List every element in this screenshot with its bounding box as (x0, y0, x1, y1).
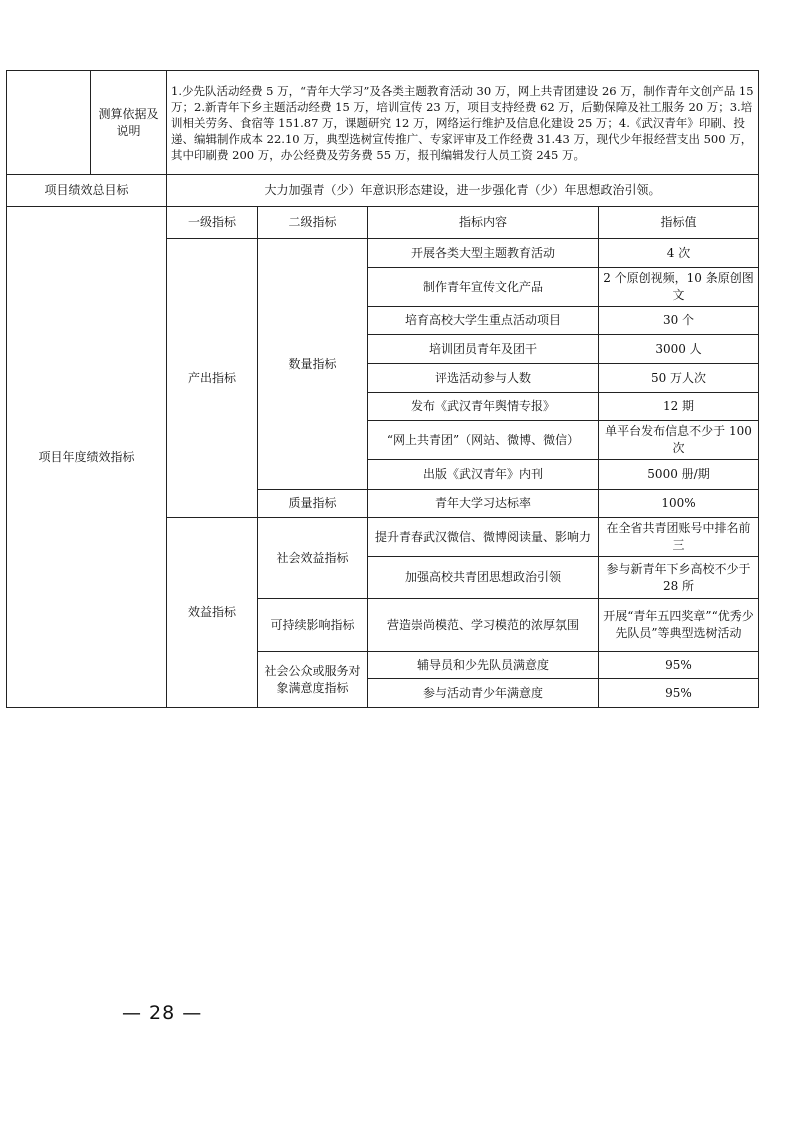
indicator-content: 加强高校共青团思想政治引领 (368, 557, 599, 599)
quantity-label: 数量指标 (258, 239, 368, 490)
indicator-value: 在全省共青团账号中排名前三 (599, 518, 759, 557)
indicator-value: 50 万人次 (599, 364, 759, 393)
indicator-value: 2 个原创视频，10 条原创图文 (599, 268, 759, 307)
header-level2: 二级指标 (258, 207, 368, 239)
basis-label: 测算依据及说明 (91, 71, 167, 175)
indicator-value: 12 期 (599, 393, 759, 421)
indicator-content: 发布《武汉青年舆情专报》 (368, 393, 599, 421)
indicator-content: “网上共青团”（网站、微博、微信） (368, 421, 599, 460)
overall-row (7, 175, 759, 207)
header-row (7, 207, 759, 239)
overall-text: 大力加强青（少）年意识形态建设，进一步强化青（少）年思想政治引领。 (167, 175, 759, 207)
indicator-value: 单平台发布信息不少于 100 次 (599, 421, 759, 460)
indicator-content: 开展各类大型主题教育活动 (368, 239, 599, 268)
indicator-value: 3000 人 (599, 335, 759, 364)
indicator-content: 辅导员和少先队员满意度 (368, 652, 599, 679)
quality-label: 质量指标 (258, 490, 368, 518)
indicator-content: 营造崇尚模范、学习模范的浓厚氛围 (368, 599, 599, 652)
social-label: 社会效益指标 (258, 518, 368, 599)
indicator-value: 参与新青年下乡高校不少于 28 所 (599, 557, 759, 599)
basis-text: 1.少先队活动经费 5 万，“青年大学习”及各类主题教育活动 30 万，网上共青团建设 26 万，制作青年文创产品 15 万；2.新青年下乡主题活动经费 15 万，培训宣传 23 万，项目支持经费 62 万，后勤保障及社工服务 20 万；3.培训相关劳务、食宿等 151.87 万，课题研究 12 万，网络运行维护及信息化建设 25 万；4.《武汉青年》印刷、投递、编辑制作成本 22.10 万，典型选树宣传推广、专家评审及工作经费 31.43 万，现代少年报经营支出 500 万，其中印刷费 200 万，办公经费及劳务费 55 万，报刊编辑发行人员工资 245 万。 (167, 71, 759, 175)
benefit-label: 效益指标 (167, 518, 258, 708)
indicator-content: 培训团员青年及团干 (368, 335, 599, 364)
performance-table (6, 70, 759, 708)
indicator-content: 提升青春武汉微信、微博阅读量、影响力 (368, 518, 599, 557)
blank-cell (7, 71, 91, 175)
indicator-content: 评选活动参与人数 (368, 364, 599, 393)
indicator-value: 100% (599, 490, 759, 518)
indicator-content: 参与活动青少年满意度 (368, 679, 599, 708)
indicator-value: 95% (599, 652, 759, 679)
indicator-content: 出版《武汉青年》内刊 (368, 460, 599, 490)
header-value: 指标值 (599, 207, 759, 239)
indicator-content: 青年大学习达标率 (368, 490, 599, 518)
basis-row (7, 71, 759, 175)
indicator-value: 开展“青年五四奖章”“优秀少先队员”等典型选树活动 (599, 599, 759, 652)
output-label: 产出指标 (167, 239, 258, 518)
indicator-value: 4 次 (599, 239, 759, 268)
page-number: — 28 — (122, 1002, 203, 1024)
indicator-content: 制作青年宣传文化产品 (368, 268, 599, 307)
sustain-label: 可持续影响指标 (258, 599, 368, 652)
overall-label: 项目绩效总目标 (7, 175, 167, 207)
indicator-value: 95% (599, 679, 759, 708)
indicator-value: 5000 册/期 (599, 460, 759, 490)
annual-label: 项目年度绩效指标 (7, 207, 167, 708)
satisfaction-label: 社会公众或服务对象满意度指标 (258, 652, 368, 708)
header-level1: 一级指标 (167, 207, 258, 239)
header-content: 指标内容 (368, 207, 599, 239)
indicator-value: 30 个 (599, 307, 759, 335)
indicator-content: 培育高校大学生重点活动项目 (368, 307, 599, 335)
